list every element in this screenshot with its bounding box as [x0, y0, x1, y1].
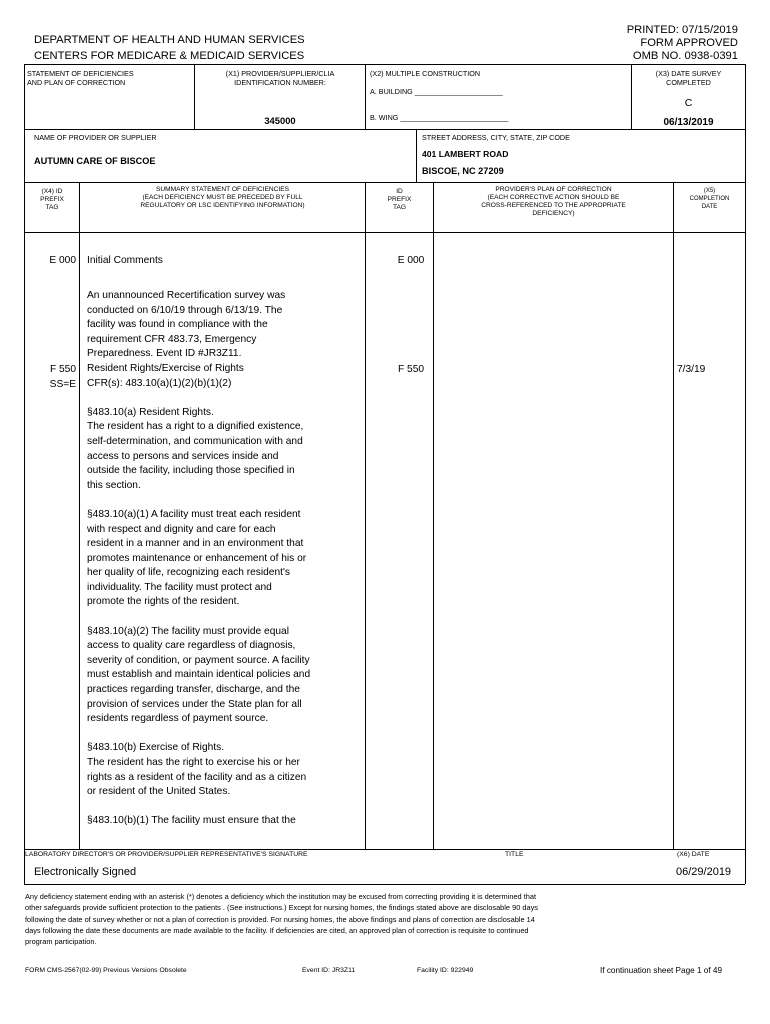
- form-approved: FORM APPROVED: [640, 37, 738, 49]
- provider-name: AUTUMN CARE OF BISCOE: [34, 156, 156, 166]
- deficiency-text-line: The resident has a right to a dignified existence,: [87, 421, 304, 433]
- table-left-border: [24, 64, 25, 884]
- deficiency-text-line: [87, 493, 363, 508]
- table-bottom-border: [24, 849, 745, 850]
- department-name: DEPARTMENT OF HEALTH AND HUMAN SERVICES: [34, 34, 305, 46]
- deficiency-text-line: An unannounced Recertification survey was: [87, 290, 286, 301]
- e000-title: Initial Comments: [87, 255, 163, 266]
- table-line: [24, 182, 745, 183]
- date-label: (X6) DATE: [677, 851, 710, 858]
- building-field: A. BUILDING ______________________: [370, 87, 503, 96]
- survey-completed-date: 06/13/2019: [663, 117, 714, 128]
- facility-id: Facility ID: 922949: [417, 967, 474, 974]
- provider-id-number: 345000: [264, 115, 296, 126]
- survey-code: C: [684, 97, 693, 109]
- agency-name: CENTERS FOR MEDICARE & MEDICAID SERVICES: [34, 50, 305, 62]
- deficiency-text-line: §483.10(a) Resident Rights.: [87, 406, 214, 418]
- signature-bottom-border: [24, 884, 745, 885]
- deficiency-text-line: provision of services under the State plan for all: [87, 698, 302, 710]
- deficiency-text-line: with respect and dignity and care for each: [87, 523, 276, 535]
- deficiency-text-line: CFR(s): 483.10(a)(1)(2)(b)(1)(2): [87, 377, 232, 389]
- f550-completion-date: 7/3/19: [677, 364, 706, 375]
- x1-label: (X1) PROVIDER/SUPPLIER/CLIA IDENTIFICATION NUMBER:: [225, 69, 335, 87]
- signature-date: 06/29/2019: [676, 866, 732, 878]
- deficiency-text-line: Resident Rights/Exercise of Rights: [87, 362, 244, 374]
- table-line: [24, 129, 745, 130]
- printed-date: PRINTED: 07/15/2019: [626, 24, 738, 36]
- deficiency-text-line: §483.10(b)(1) The facility must ensure that the: [87, 815, 296, 827]
- deficiency-text-line: §483.10(a)(2) The facility must provide equal: [87, 625, 289, 637]
- deficiency-text-line: promotes maintenance or enhancement of his or: [87, 552, 307, 564]
- deficiency-text-line: promote the rights of the resident.: [87, 596, 240, 608]
- deficiency-text-line: practices regarding transfer, discharge, and the: [87, 684, 300, 696]
- disclaimer-line: following the date of survey whether or not a plan of correction is provided. For nursing homes, the above findings and plans of correction are disclosable 14: [25, 914, 535, 924]
- signature-value: Electronically Signed: [34, 866, 137, 878]
- deficiency-text-line: The resident has the right to exercise his or her: [87, 757, 300, 768]
- city-state-zip: BISCOE, NC 27209: [422, 166, 504, 176]
- table-top-border: [24, 64, 745, 65]
- deficiency-text-line: severity of condition, or payment source. A facility: [87, 654, 310, 666]
- statement-label: STATEMENT OF DEFICIENCIES AND PLAN OF CORRECTION: [27, 69, 134, 87]
- title-label: TITLE: [505, 851, 524, 858]
- wing-field: B. WING ___________________________: [370, 113, 509, 122]
- x2-label: (X2) MULTIPLE CONSTRUCTION: [370, 69, 481, 78]
- deficiency-text-line: [87, 800, 363, 815]
- e000-prefix-tag: E 000: [49, 255, 76, 266]
- page-number: If continuation sheet Page 1 of 49: [600, 966, 722, 975]
- table-line: [24, 232, 745, 233]
- deficiency-text-line: self-determination, and communication with and: [87, 435, 303, 447]
- form-number: FORM CMS-2567(02-99) Previous Versions Obsolete: [25, 967, 187, 974]
- deficiency-text-line: rights as a resident of the facility and as a citizen: [87, 771, 307, 783]
- x5-header: (X5) COMPLETION DATE: [689, 188, 730, 210]
- column-divider: [365, 182, 366, 849]
- street-address: 401 LAMBERT ROAD: [422, 149, 509, 159]
- table-divider: [416, 129, 417, 182]
- deficiency-text-line: resident in a manner and in an environment that: [87, 538, 304, 550]
- x4-header: (X4) ID PREFIX TAG: [40, 188, 64, 211]
- deficiency-text-line: outside the facility, including those specified in: [87, 465, 295, 477]
- plan-header: PROVIDER'S PLAN OF CORRECTION (EACH CORRECTIVE ACTION SHOULD BE CROSS-REFERENCED TO THE APPROPRIATE DEFICIENCY): [481, 186, 626, 217]
- column-divider: [673, 182, 674, 849]
- summary-header: SUMMARY STATEMENT OF DEFICIENCIES (EACH DEFICIENCY MUST BE PRECEDED BY FULL REGULATORY OR LSC IDENTIFYING INFORMATION): [140, 186, 305, 209]
- provider-name-label: NAME OF PROVIDER OR SUPPLIER: [34, 133, 157, 142]
- deficiency-text-line: [87, 391, 363, 406]
- event-id: Event ID: JR3Z11: [302, 967, 356, 974]
- deficiency-text-line: facility was found in compliance with the: [87, 319, 268, 331]
- x3-label: (X3) DATE SURVEY COMPLETED: [655, 69, 722, 87]
- deficiency-text-line: this section.: [87, 479, 141, 491]
- column-divider: [79, 182, 80, 849]
- table-divider: [365, 64, 366, 129]
- deficiency-text-line: residents regardless of payment source.: [87, 713, 269, 725]
- deficiency-text: [87, 289, 363, 829]
- deficiency-text-line: §483.10(a)(1) A facility must treat each resident: [87, 508, 301, 520]
- deficiency-text-line: [87, 727, 363, 742]
- deficiency-text-line: access to persons and services inside and: [87, 450, 279, 462]
- deficiency-text-line: or resident of the United States.: [87, 786, 231, 798]
- deficiency-text-line: requirement CFR 483.73, Emergency: [87, 333, 257, 345]
- f550-id-tag: F 550: [397, 364, 425, 375]
- column-divider: [433, 182, 434, 849]
- address-label: STREET ADDRESS, CITY, STATE, ZIP CODE: [422, 133, 570, 142]
- e000-id-tag: E 000: [397, 255, 425, 266]
- signature-label: LABORATORY DIRECTOR'S OR PROVIDER/SUPPLIER REPRESENTATIVE'S SIGNATURE: [25, 851, 308, 858]
- disclaimer-line: days following the date these documents are made available to the facility. If deficiencies are cited, an approved plan of correction is requisite to continued: [25, 925, 529, 935]
- disclaimer-line: Any deficiency statement ending with an asterisk (*) denotes a deficiency which the institution may be excused from correcting providing it is determined that: [25, 892, 537, 901]
- deficiency-text-line: her quality of life, recognizing each resident's: [87, 567, 290, 579]
- f550-scope-severity: SS=E: [49, 379, 76, 390]
- deficiency-text-line: access to quality care regardless of diagnosis,: [87, 640, 296, 652]
- deficiency-text-line: conducted on 6/10/19 through 6/13/19. The: [87, 304, 283, 316]
- id-prefix-header: ID PREFIX TAG: [387, 188, 412, 211]
- disclaimer-text: [25, 891, 745, 947]
- f550-prefix-tag: F 550: [49, 364, 76, 375]
- deficiency-text-line: Preparedness. Event ID #JR3Z11.: [87, 348, 242, 360]
- disclaimer-line: other safeguards provide sufficient protection to the patients . (See instructions.) Except for nursing homes, the findings stated above are disclosable 90 days: [25, 903, 538, 913]
- deficiency-text-line: [87, 610, 363, 625]
- omb-number: OMB NO. 0938-0391: [632, 50, 738, 62]
- disclaimer-line: program participation.: [25, 937, 97, 947]
- deficiency-text-line: §483.10(b) Exercise of Rights.: [87, 742, 225, 754]
- table-right-border: [745, 64, 746, 884]
- deficiency-text-line: individuality. The facility must protect and: [87, 581, 272, 593]
- deficiency-text-line: must establish and maintain identical policies and: [87, 669, 311, 681]
